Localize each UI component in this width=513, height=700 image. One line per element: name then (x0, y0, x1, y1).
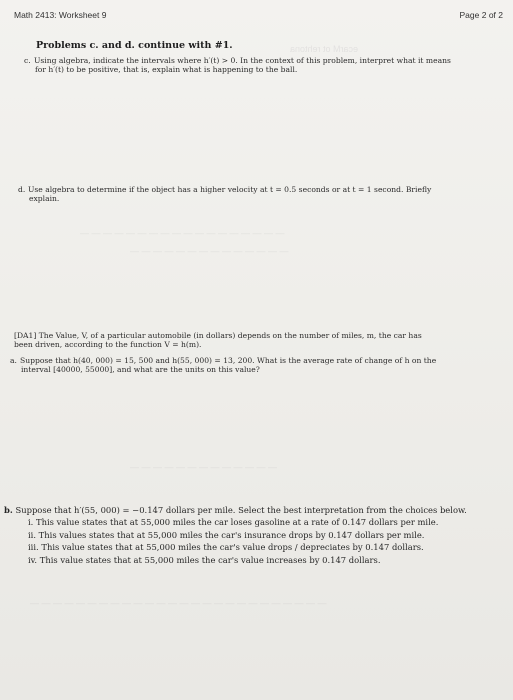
problem-c (24, 56, 494, 75)
problem-2-intro (14, 331, 494, 350)
problem-2a-label: a. (10, 356, 17, 365)
problem-b (4, 505, 509, 565)
choice-ii: ii. This values states that at 55,000 miles the car's insurance drops by 0.147 dollars per mile. (28, 529, 425, 540)
bleed-through: — — — — — — — — — — — — — — — — — — (80, 228, 285, 238)
bleed-through: ecarM ot rehtona (290, 44, 359, 54)
choice-i: i. This value states that at 55,000 miles the car loses gasoline at a rate of 0.147 dollars per mile. (28, 517, 439, 528)
choice-iv: iv. This value states that at 55,000 miles the car's value increases by 0.147 dollars. (28, 554, 381, 565)
problem-b-stem: Suppose that h′(55, 000) = −0.147 dollars per mile. Select the best interpretation from the choices below. (15, 505, 467, 515)
problem-b-label: b. (4, 505, 13, 515)
bleed-through: — — — — — — — — — — — — — — (130, 246, 289, 256)
problem-c-line1: Using algebra, indicate the intervals where h′(t) > 0. In the context of this problem, interpret what it means (34, 56, 451, 65)
choice-iii: iii. This value states that at 55,000 miles the car's value drops / depreciates by 0.147 dollars. (28, 542, 424, 553)
problem-c-line2: for h′(t) to be positive, that is, explain what is happening to the ball. (35, 65, 298, 75)
problem-2-intro-line2: been driven, according to the function V = h(m). (14, 340, 202, 350)
problem-d-label: d. (18, 185, 26, 194)
problem-2-intro-line1: [DA1] The Value, V, of a particular automobile (in dollars) depends on the number of miles, m, the car has (14, 331, 422, 340)
header-page-number: Page 2 of 2 (459, 10, 503, 20)
problem-2a-line1: Suppose that h(40, 000) = 15, 500 and h(55, 000) = 13, 200. What is the average rate of change of h on the (20, 356, 437, 365)
problem-c-label: c. (24, 56, 31, 65)
problem-d (18, 185, 494, 204)
problem-d-line2: explain. (29, 194, 60, 204)
problem-2a-line2: interval [40000, 55000], and what are the units on this value? (21, 365, 260, 375)
problem-2a (10, 356, 494, 375)
problem-d-line1: Use algebra to determine if the object has a higher velocity at t = 0.5 seconds or at t = 1 second. Briefly (28, 185, 432, 194)
section-title: Problems c. and d. continue with #1. (36, 40, 233, 51)
bleed-through: — — — — — — — — — — — — — — — — — — — — — — — — — — (30, 598, 327, 608)
header-course: Math 2413: Worksheet 9 (14, 10, 107, 20)
bleed-through: — — — — — — — — — — — — — (130, 462, 278, 472)
